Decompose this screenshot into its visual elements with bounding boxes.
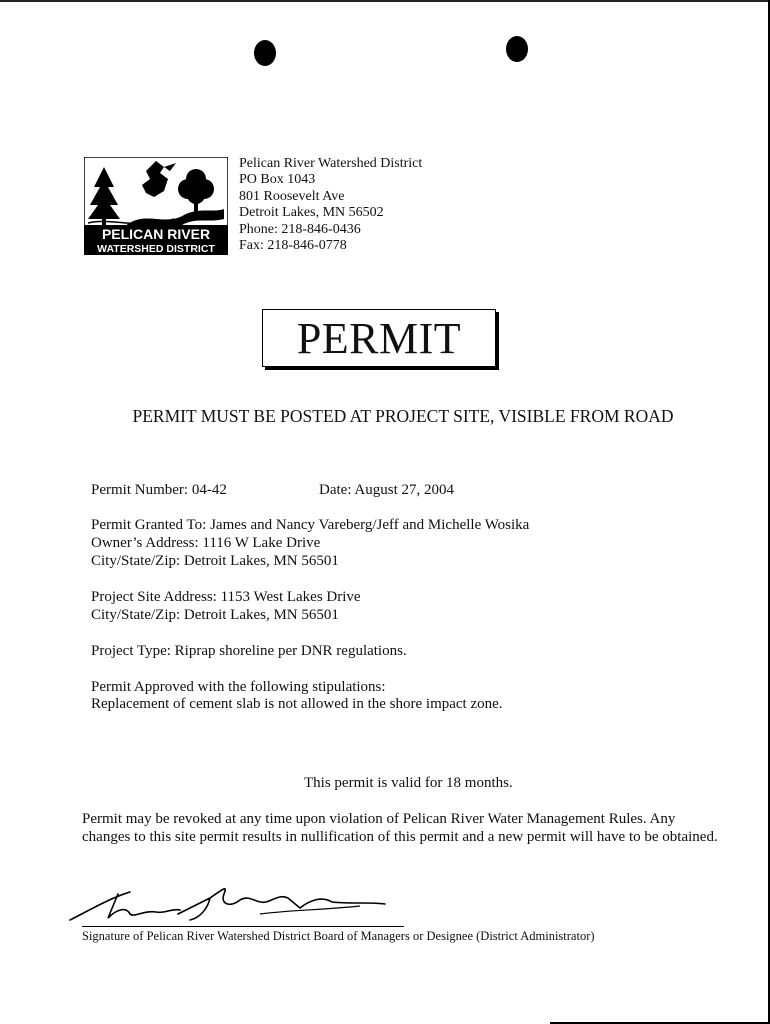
granted-to: Permit Granted To: James and Nancy Vareberg/Jeff and Michelle Wosika — [91, 517, 530, 533]
phone: Phone: 218-846-0436 — [239, 221, 361, 237]
signature-line — [82, 926, 404, 927]
po-box: PO Box 1043 — [239, 172, 316, 188]
org-name: Pelican River Watershed District — [239, 156, 423, 171]
permit-date: Date: August 27, 2004 — [319, 482, 454, 498]
project-site-address: Project Site Address: 1153 West Lakes Drive — [91, 589, 361, 605]
handwritten-signature — [60, 880, 400, 930]
permit-title: PERMIT — [262, 309, 496, 367]
revocation-line-1: Permit may be revoked at any time upon violation of Pelican River Water Management Rules. Any — [82, 811, 676, 827]
project-site-city: City/State/Zip: Detroit Lakes, MN 56501 — [91, 607, 339, 623]
signature-caption: Signature of Pelican River Watershed District Board of Managers or Designee (District Administrator) — [82, 929, 595, 943]
validity-statement: This permit is valid for 18 months. — [304, 775, 513, 791]
punch-hole-left — [254, 40, 276, 66]
page-top-edge — [0, 0, 770, 2]
stipulation-item: Replacement of cement slab is not allowed in the shore impact zone. — [91, 696, 503, 712]
logo-line1: PELICAN RIVER — [101, 226, 211, 242]
owner-city-state-zip: City/State/Zip: Detroit Lakes, MN 56501 — [91, 553, 339, 569]
fax: Fax: 218-846-0778 — [239, 238, 347, 254]
street-address: 801 Roosevelt Ave — [239, 188, 345, 204]
posting-notice: PERMIT MUST BE POSTED AT PROJECT SITE, VISIBLE FROM ROAD — [132, 406, 674, 426]
logo-line2: WATERSHED DISTRICT — [97, 243, 215, 255]
district-logo — [84, 157, 228, 255]
owner-address: Owner’s Address: 1116 W Lake Drive — [91, 535, 321, 551]
revocation-line-2: changes to this site permit results in nullification of this permit and a new permit will have to be obtained. — [82, 829, 718, 845]
stipulations-header: Permit Approved with the following stipulations: — [91, 679, 386, 695]
project-type: Project Type: Riprap shoreline per DNR regulations. — [91, 643, 407, 659]
city-state-zip: Detroit Lakes, MN 56502 — [239, 205, 384, 221]
punch-hole-right — [506, 36, 528, 62]
letterhead-address — [239, 156, 422, 254]
permit-number: Permit Number: 04-42 — [91, 482, 227, 498]
